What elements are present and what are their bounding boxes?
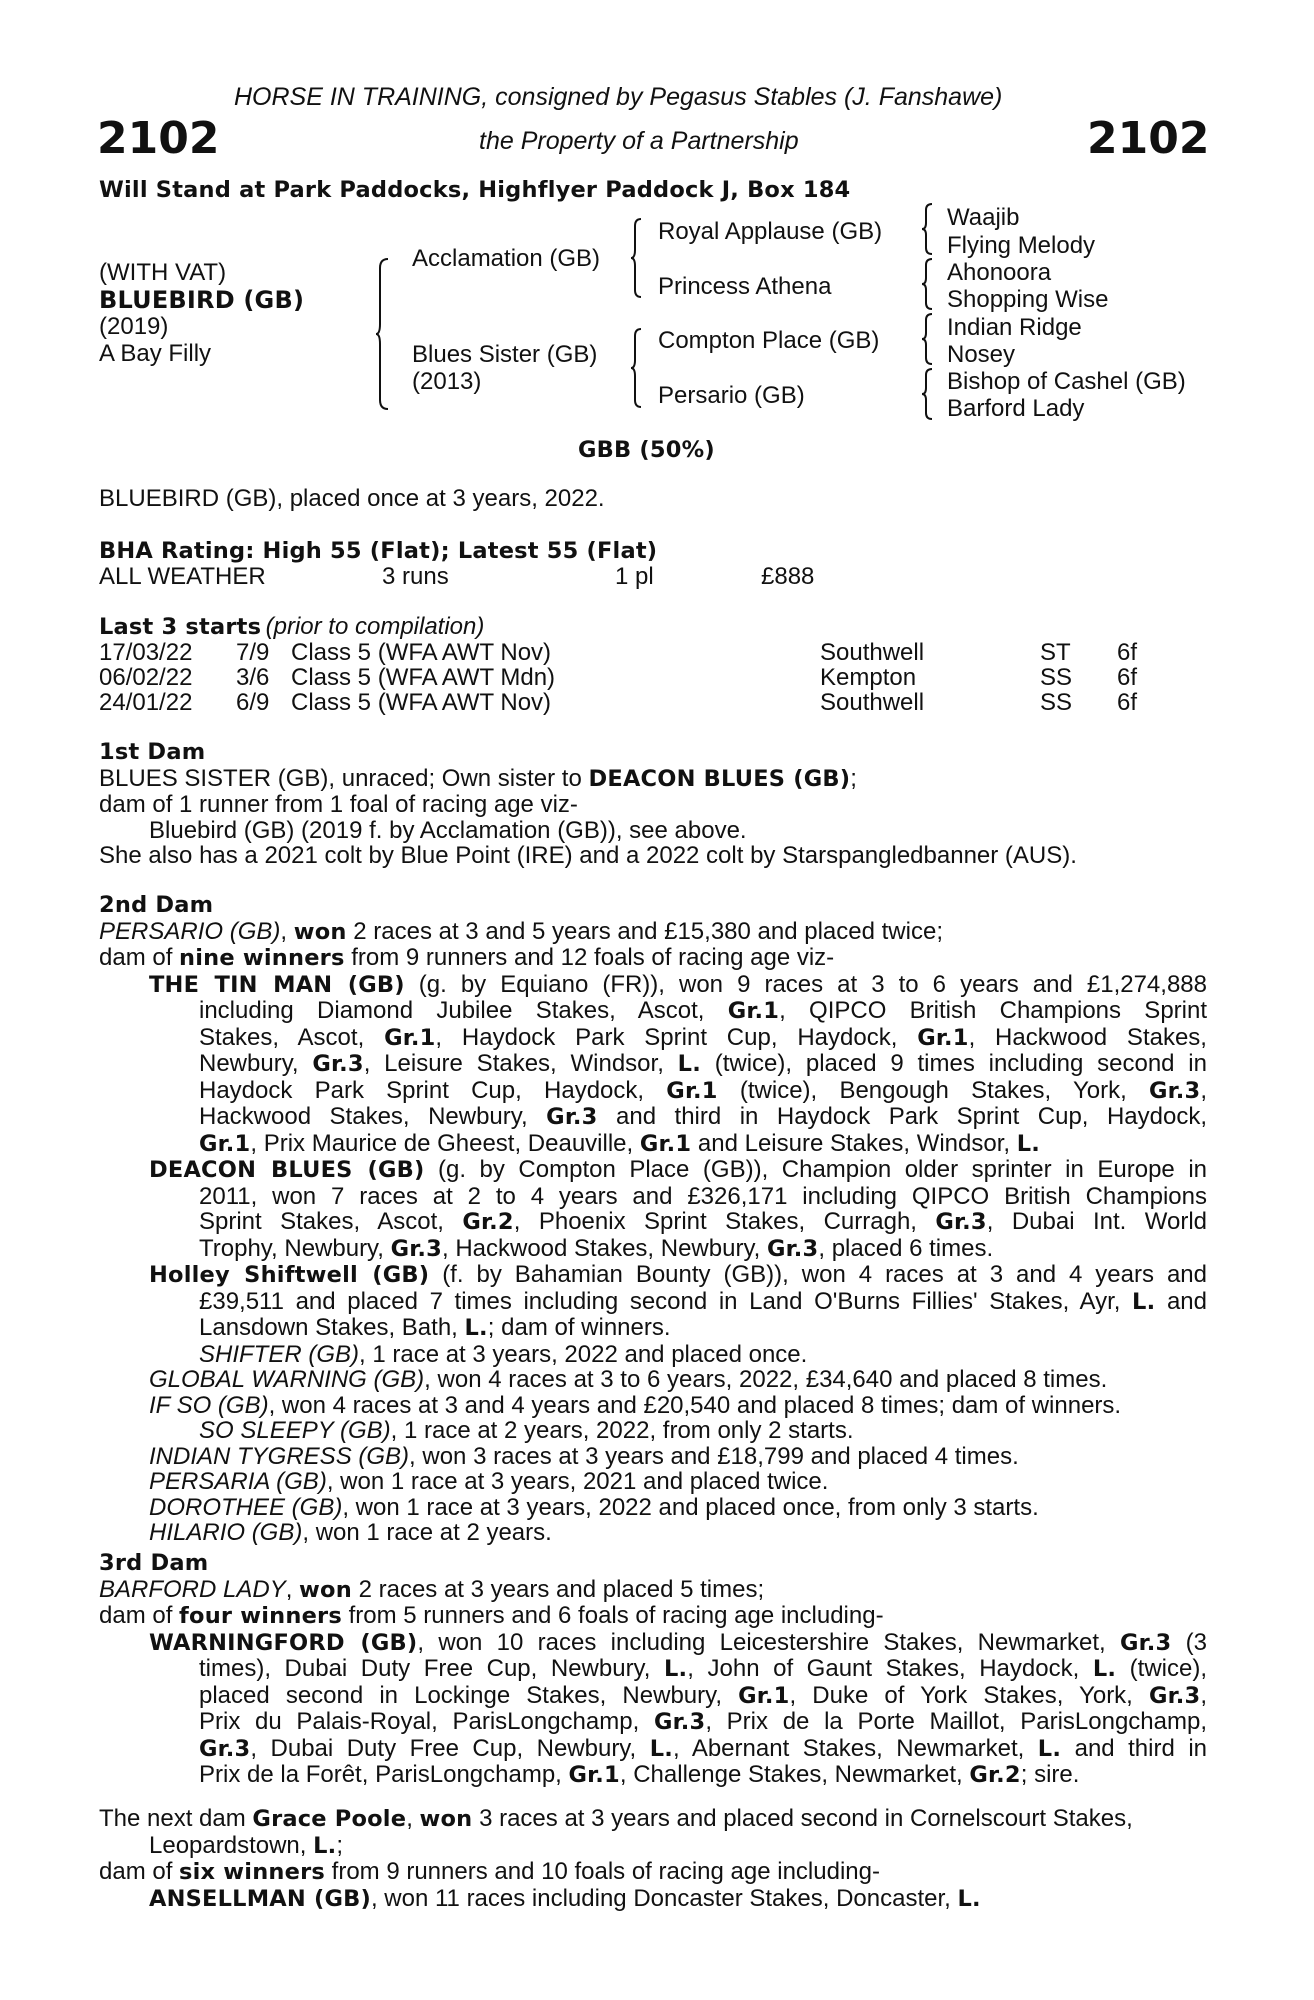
bold-text: Gr.2 — [462, 1209, 514, 1235]
bold-text: Gr.3 — [1148, 1077, 1201, 1104]
produce-indian-tygress — [99, 1444, 1207, 1470]
produce-shifter — [99, 1342, 1207, 1368]
bold-text: four winners — [179, 1603, 342, 1629]
italic-name: GLOBAL WARNING (GB) — [149, 1366, 425, 1393]
bold-text: won — [419, 1806, 473, 1832]
last-starts-note: (prior to compilation) — [265, 613, 485, 640]
text-run: 2011, won 7 races at 2 to 4 years and £326,171 including QIPCO British Champions — [199, 1182, 1207, 1210]
start-course: Kempton — [820, 664, 917, 691]
dam-name: Blues Sister (GB) — [412, 341, 598, 368]
horse-name: BLUEBIRD (GB) — [99, 286, 305, 314]
bold-text: Gr.3 — [390, 1235, 442, 1262]
text-run: Stakes, Ascot, — [199, 1023, 385, 1051]
text-run: , Prix de la Porte Maillot, ParisLongchamp, — [705, 1708, 1207, 1735]
g4-name: Barford Lady — [947, 395, 1085, 422]
text-run: dam of — [99, 1858, 180, 1885]
next-dam-line — [99, 1833, 1207, 1860]
text-run: , Duke of York Stakes, York, — [789, 1681, 1149, 1709]
text-line — [149, 1184, 1207, 1210]
winners-count: nine winners — [179, 945, 345, 971]
start-race: Class 5 (WFA AWT Mdn) — [291, 664, 556, 691]
second-dam-line — [99, 945, 1207, 972]
text-line — [149, 1157, 1207, 1184]
text-run: 3 races at 3 years and placed second in Cornelscourt Stakes, — [472, 1805, 1133, 1832]
text-run: , won 1 race at 3 years, 2021 and placed twice. — [326, 1468, 829, 1495]
produce-if-so — [99, 1393, 1207, 1419]
bha-rating-heading: BHA Rating: High 55 (Flat); Latest 55 (Flat) — [99, 538, 658, 564]
text-run: and Leisure Stakes, Windsor, — [691, 1129, 1017, 1157]
text-line — [149, 1520, 1207, 1546]
text-run: , won 4 races at 3 and 4 years and £20,540 and placed 8 times; dam of winners. — [268, 1391, 1122, 1419]
text-line — [149, 1051, 1207, 1078]
text-run: (f. by Bahamian Bounty (GB)), won 4 races at 3 and 4 years and — [429, 1261, 1207, 1288]
text-run: Prix de la Forêt, ParisLongchamp, — [199, 1761, 569, 1788]
text-run: , Hackwood Stakes, — [968, 1023, 1207, 1051]
bold-text: DEACON BLUES (GB) — [149, 1157, 425, 1183]
second-dam-heading: 2nd Dam — [99, 892, 214, 918]
bold-text: L. — [957, 1885, 981, 1912]
text-line — [149, 998, 1207, 1025]
rating-runs: 3 runs — [382, 563, 449, 590]
bold-text: Gr.1 — [199, 1130, 251, 1157]
text-run: (g. by Equiano (FR)), won 9 races at 3 to 6 years and £1,274,888 — [404, 970, 1207, 998]
third-dam-heading: 3rd Dam — [99, 1550, 209, 1576]
bold-text: Gr.3 — [653, 1709, 706, 1735]
third-dam-line — [99, 1577, 1207, 1604]
text-run: from 9 runners and 10 foals of racing age including- — [324, 1858, 880, 1885]
text-run: , — [1200, 1076, 1208, 1104]
start-race: Class 5 (WFA AWT Nov) — [291, 639, 552, 666]
first-dam-line — [99, 766, 1207, 793]
g4-bracket-2 — [922, 258, 934, 310]
bold-text: Gr.1 — [727, 998, 780, 1024]
text-run: , 1 race at 3 years, 2022 and placed once. — [359, 1340, 808, 1368]
text-run: , won 10 races including Leicestershire Stakes, Newmarket, — [417, 1628, 1121, 1656]
text-line — [99, 1577, 1207, 1604]
text-line — [149, 1315, 1207, 1342]
bold-text: L. — [677, 1051, 701, 1077]
text-run: (3 — [1171, 1628, 1208, 1656]
text-run: , Dubai Duty Free Cup, Newbury, — [250, 1734, 650, 1762]
bold-text: L. — [1037, 1735, 1062, 1762]
consignment-line: HORSE IN TRAINING, consigned by Pegasus Stables (J. Fanshawe) — [234, 83, 1003, 111]
bold-text: Gr.3 — [1120, 1629, 1172, 1656]
last-starts-heading-line — [99, 614, 484, 640]
bold-text: L. — [1092, 1656, 1117, 1682]
text-line — [149, 1444, 1207, 1470]
g4-name: Flying Melody — [947, 232, 1096, 259]
start-course: Southwell — [820, 689, 925, 716]
start-distance: 6f — [1117, 639, 1138, 666]
text-run: Trophy, Newbury, — [199, 1234, 391, 1262]
bold-text: Gr.3 — [767, 1235, 819, 1262]
first-dam-text: BLUES SISTER (GB), unraced; Own sister to — [99, 764, 589, 792]
text-line — [99, 1806, 1207, 1833]
punctuation: , — [280, 917, 294, 945]
text-run: , John of Gaunt Stakes, Haydock, — [687, 1655, 1093, 1682]
text-run: , placed 6 times. — [818, 1234, 994, 1262]
third-dam-section — [99, 1551, 1207, 1789]
won-label: won — [293, 918, 347, 945]
text-line — [199, 1342, 1207, 1368]
bold-text: L. — [649, 1735, 673, 1762]
text-line — [149, 1236, 1207, 1263]
text-run: , Leisure Stakes, Windsor, — [363, 1050, 678, 1077]
dam-dam-name: Persario (GB) — [658, 382, 805, 409]
rating-surface: ALL WEATHER — [99, 563, 266, 590]
start-date: 06/02/22 — [99, 664, 193, 691]
text-run: , 1 race at 2 years, 2022, from only 2 starts. — [390, 1417, 854, 1444]
text-run: £39,511 and placed 7 times including second in Land O'Burns Fillies' Stakes, Ayr, — [199, 1287, 1133, 1315]
bold-text: Gr.3 — [1148, 1682, 1201, 1709]
bold-text: Grace Poole — [252, 1806, 407, 1832]
g4-bracket-1 — [922, 203, 934, 255]
text-run: dam of — [99, 1602, 180, 1629]
italic-name: SHIFTER (GB) — [199, 1340, 359, 1368]
bold-text: Gr.1 — [384, 1024, 436, 1051]
start-race: Class 5 (WFA AWT Nov) — [291, 689, 552, 716]
text-run: Prix du Palais-Royal, ParisLongchamp, — [199, 1708, 654, 1735]
text-run: , Haydock Park Sprint Cup, Haydock, — [435, 1023, 918, 1051]
text-run: Hackwood Stakes, Newbury, — [199, 1103, 547, 1130]
produce-holley-shiftwell — [99, 1262, 1207, 1342]
produce-deacon-blues — [99, 1157, 1207, 1262]
text-run: placed second in Lockinge Stakes, Newbury, — [199, 1681, 739, 1709]
pedigree-main-bracket — [376, 258, 390, 410]
text-run: , won 1 race at 2 years. — [302, 1519, 552, 1546]
text-line — [149, 1762, 1207, 1789]
italic-name: BARFORD LADY — [99, 1575, 286, 1603]
text-line — [149, 1709, 1207, 1736]
bold-text: won — [299, 1576, 352, 1603]
g4-name: Indian Ridge — [947, 314, 1082, 341]
sire-bracket — [631, 218, 643, 298]
text-run: and third in — [1061, 1734, 1207, 1762]
bold-text: Gr.1 — [666, 1077, 718, 1104]
horse-year: (2019) — [99, 313, 169, 340]
property-line: the Property of a Partnership — [479, 127, 799, 155]
text-run: and third in Haydock Park Sprint Cup, Haydock, — [597, 1103, 1207, 1130]
text-run: , Hackwood Stakes, Newbury, — [441, 1234, 768, 1262]
text-line — [149, 1289, 1207, 1316]
text-line — [149, 1209, 1207, 1236]
text-run: (g. by Compton Place (GB)), Champion older sprinter in Europe in — [424, 1156, 1207, 1183]
text-line — [149, 1886, 1207, 1913]
text-line — [149, 1367, 1207, 1393]
text-run: ; dam of winners. — [487, 1314, 671, 1341]
text-run: , won 11 races including Doncaster Stakes, Doncaster, — [370, 1884, 958, 1912]
bold-text: Gr.3 — [935, 1209, 987, 1235]
italic-name: SO SLEEPY (GB) — [199, 1417, 391, 1444]
text-run: 2 races at 3 years and placed 5 times; — [351, 1575, 765, 1603]
text-line — [149, 1078, 1207, 1105]
text-line — [149, 1683, 1207, 1710]
gbb-percentage: GBB (50%) — [578, 437, 715, 463]
rating-earnings: £888 — [761, 563, 815, 590]
text-run: Leopardstown, — [149, 1831, 314, 1859]
dam-bracket — [631, 328, 643, 408]
text-run: , Phoenix Sprint Stakes, Curragh, — [513, 1208, 936, 1235]
horse-description: A Bay Filly — [99, 340, 212, 367]
text-run: , won 3 races at 3 years and £18,799 and placed 4 times. — [409, 1442, 1019, 1470]
text-line — [149, 1630, 1207, 1657]
next-dam-section — [99, 1806, 1207, 1912]
bold-text: WARNINGFORD (GB) — [149, 1629, 418, 1656]
first-dam-produce: Bluebird (GB) (2019 f. by Acclamation (GB)), see above. — [149, 816, 747, 844]
text-run: (twice), — [1116, 1655, 1207, 1682]
bold-text: six winners — [179, 1859, 325, 1885]
g4-bracket-4 — [922, 368, 934, 420]
text-run: Lansdown Stakes, Bath, — [199, 1314, 465, 1341]
bold-text: THE TIN MAN (GB) — [149, 971, 405, 998]
text-run: , Challenge Stakes, Newmarket, — [619, 1761, 970, 1788]
text-run: , won 1 race at 3 years, 2022 and placed once, from only 3 starts. — [342, 1493, 1039, 1521]
start-position: 6/9 — [236, 689, 270, 716]
text-run: , Prix Maurice de Gheest, Deauville, — [250, 1129, 640, 1157]
text-run: , — [285, 1575, 300, 1603]
text-line — [149, 1495, 1207, 1521]
text-run: times), Dubai Duty Free Cup, Newbury, — [199, 1655, 664, 1682]
text-line — [149, 1656, 1207, 1683]
sire-dam-name: Princess Athena — [658, 273, 832, 300]
start-going: ST — [1040, 639, 1071, 666]
start-distance: 6f — [1117, 664, 1138, 691]
bold-text: Gr.1 — [738, 1682, 790, 1709]
bold-text: Gr.3 — [199, 1735, 251, 1762]
text-line — [99, 1603, 1207, 1630]
start-date: 17/03/22 — [99, 639, 193, 666]
race-summary: BLUEBIRD (GB), placed once at 3 years, 2022. — [99, 485, 605, 512]
dam-year: (2013) — [412, 368, 482, 395]
produce-hilario — [99, 1520, 1207, 1546]
dam-sire-name: Compton Place (GB) — [658, 327, 880, 354]
start-position: 3/6 — [236, 664, 270, 691]
produce-persaria — [99, 1469, 1207, 1495]
text-run: , — [1200, 1681, 1207, 1709]
first-dam-section — [99, 740, 1207, 869]
text-run: including Diamond Jubilee Stakes, Ascot, — [199, 997, 728, 1024]
bold-text: Gr.2 — [969, 1762, 1021, 1788]
bold-text: L. — [1016, 1130, 1041, 1157]
produce-dorothee — [99, 1495, 1207, 1521]
last-starts-heading: Last 3 starts — [99, 614, 262, 640]
bold-text: Gr.3 — [312, 1051, 364, 1077]
first-dam-sibling: DEACON BLUES (GB) — [588, 765, 851, 792]
third-dam-line — [99, 1603, 1207, 1630]
text-line — [149, 1833, 1207, 1860]
text-run: Haydock Park Sprint Cup, Haydock, — [199, 1076, 667, 1104]
produce-global-warning — [99, 1367, 1207, 1393]
next-dam-line — [99, 1859, 1207, 1886]
produce-the-tin-man — [99, 972, 1207, 1158]
text-run: Sprint Stakes, Ascot, — [199, 1208, 463, 1235]
text-line — [149, 972, 1207, 999]
italic-name: IF SO (GB) — [149, 1391, 269, 1419]
text-run: Newbury, — [199, 1050, 313, 1077]
text-run: , — [406, 1805, 420, 1832]
start-going: SS — [1040, 689, 1073, 716]
text-run: (twice), placed 9 times including second in — [700, 1050, 1207, 1077]
start-course: Southwell — [820, 639, 925, 666]
text-line — [149, 1736, 1207, 1763]
g4-name: Shopping Wise — [947, 286, 1109, 313]
start-going: SS — [1040, 664, 1073, 691]
text-line — [149, 1131, 1207, 1158]
italic-name: INDIAN TYGRESS (GB) — [149, 1442, 410, 1470]
text-run: The next dam — [99, 1805, 253, 1832]
bold-text: Gr.1 — [639, 1130, 692, 1157]
text-run: ; — [336, 1831, 344, 1859]
bold-text: Gr.1 — [917, 1024, 969, 1051]
second-dam-text: 2 races at 3 and 5 years and £15,380 and placed twice; — [346, 917, 943, 945]
produce-so-sleepy — [99, 1418, 1207, 1444]
lot-number-left: 2102 — [97, 113, 220, 164]
text-line — [199, 1418, 1207, 1444]
second-dam-text: from 9 runners and 12 foals of racing age viz- — [344, 944, 835, 971]
sire-name: Acclamation (GB) — [412, 245, 601, 272]
text-line — [149, 1469, 1207, 1495]
text-line — [149, 1262, 1207, 1289]
start-position: 7/9 — [236, 639, 270, 666]
g4-name: Bishop of Cashel (GB) — [947, 368, 1186, 395]
rating-placed: 1 pl — [615, 563, 654, 590]
start-distance: 6f — [1117, 689, 1138, 716]
produce-warningford — [99, 1630, 1207, 1789]
text-line — [149, 1025, 1207, 1052]
text-run: , QIPCO British Champions Sprint — [779, 997, 1208, 1024]
text-run: , Abernant Stakes, Newmarket, — [672, 1734, 1038, 1762]
text-line — [99, 1859, 1207, 1886]
g4-bracket-3 — [922, 313, 934, 365]
text-line — [149, 1393, 1207, 1419]
first-dam-heading: 1st Dam — [99, 739, 206, 765]
text-run: , won 4 races at 3 to 6 years, 2022, £34,640 and placed 8 times. — [424, 1366, 1108, 1393]
first-dam-line: She also has a 2021 colt by Blue Point (IRE) and a 2022 colt by Starspangledbanner (AUS). — [99, 842, 1077, 869]
text-run: from 5 runners and 6 foals of racing age including- — [341, 1602, 884, 1629]
second-dam-name: PERSARIO (GB) — [99, 917, 281, 945]
italic-name: HILARIO (GB) — [149, 1519, 303, 1546]
g4-name: Ahonoora — [947, 259, 1052, 286]
bold-text: L. — [464, 1315, 488, 1341]
italic-name: PERSARIA (GB) — [149, 1468, 327, 1495]
bold-text: Holley Shiftwell (GB) — [149, 1262, 430, 1288]
text-run: (twice), Bengough Stakes, York, — [717, 1076, 1149, 1104]
produce-ansellman — [99, 1886, 1207, 1913]
punctuation: ; — [850, 764, 857, 792]
next-dam-line — [99, 1806, 1207, 1833]
text-run: ; sire. — [1020, 1761, 1080, 1788]
g4-name: Waajib — [947, 204, 1020, 231]
bold-text: L. — [1132, 1288, 1156, 1315]
bold-text: ANSELLMAN (GB) — [149, 1885, 371, 1912]
vat-label: (WITH VAT) — [99, 259, 227, 286]
text-run: , Dubai Int. World — [986, 1208, 1207, 1235]
g4-name: Nosey — [947, 341, 1016, 368]
start-date: 24/01/22 — [99, 689, 193, 716]
stabling-location: Will Stand at Park Paddocks, Highflyer Paddock J, Box 184 — [99, 177, 851, 203]
text-run: and — [1155, 1287, 1207, 1315]
bold-text: L. — [313, 1832, 337, 1859]
second-dam-text: dam of — [99, 944, 180, 971]
bold-text: Gr.1 — [568, 1762, 620, 1788]
sire-sire-name: Royal Applause (GB) — [658, 218, 883, 245]
second-dam-line — [99, 919, 1207, 946]
bold-text: Gr.3 — [546, 1104, 598, 1130]
second-dam-section — [99, 893, 1207, 1546]
bold-text: L. — [664, 1656, 688, 1682]
first-dam-line: dam of 1 runner from 1 foal of racing age viz- — [99, 791, 578, 818]
text-line — [149, 1104, 1207, 1131]
lot-number-right: 2102 — [1087, 113, 1210, 164]
italic-name: DOROTHEE (GB) — [149, 1493, 343, 1521]
